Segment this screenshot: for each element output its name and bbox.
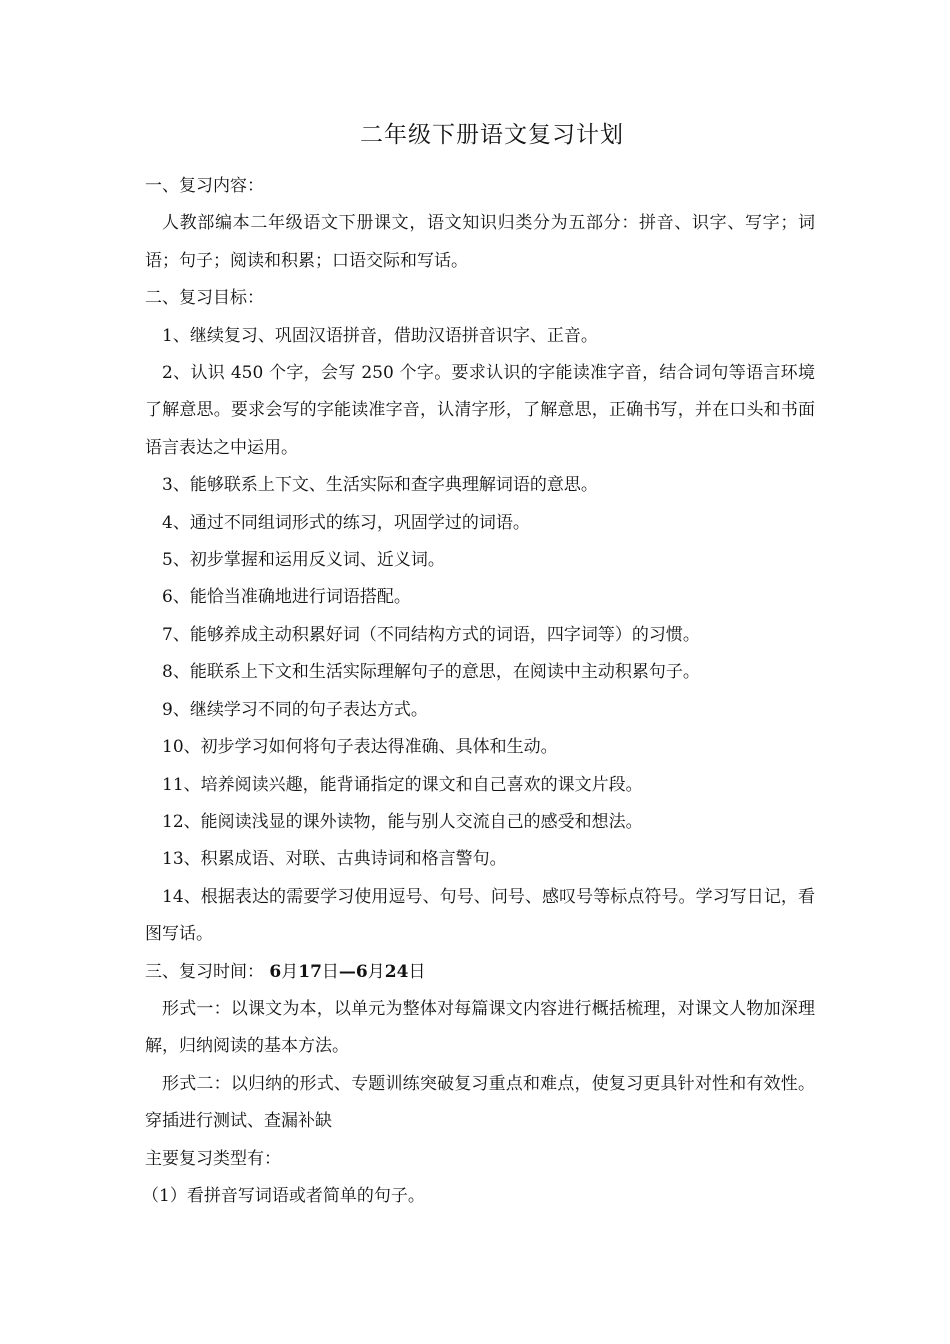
- section-heading-review-content: 一、复习内容：: [145, 176, 264, 196]
- review-date-start-day: 17: [298, 961, 322, 982]
- goal-item: 13、积累成语、对联、古典诗词和格言警句。: [162, 849, 507, 870]
- review-type-item: （1）看拼音写词语或者简单的句子。: [142, 1185, 425, 1206]
- review-form-two-paragraph: 形式二：以归纳的形式、专题训练突破复习重点和难点，使复习更具针对性和有效性。穿插进行测试、查漏补缺: [145, 1073, 815, 1132]
- review-time-label: 三、复习时间：: [145, 961, 264, 982]
- goal-item: 2、认识 450 个字，会写 250 个字。要求认识的字能读准字音，结合词句等语言环境了解意思。要求会写的字能读准字音，认清字形，了解意思，正确书写，并在口头和书面语言表达之中运用。: [145, 363, 815, 458]
- goal-item: 4、通过不同组词形式的练习，巩固学过的词语。: [162, 512, 530, 533]
- goal-item: 3、能够联系上下文、生活实际和查字典理解词语的意思。: [162, 475, 598, 496]
- review-types-heading: 主要复习类型有：: [145, 1148, 281, 1169]
- review-date-day-char: 日: [408, 961, 426, 982]
- section-heading-review-goals: 二、复习目标：: [145, 288, 264, 309]
- goal-item: 14、根据表达的需要学习使用逗号、句号、问号、感叹号等标点符号。学习写日记，看图写话。: [145, 886, 815, 945]
- goal-item: 1、继续复习、巩固汉语拼音，借助汉语拼音识字、正音。: [162, 325, 598, 346]
- review-date-start-month: 6: [269, 961, 282, 982]
- review-content-paragraph: 人教部编本二年级语文下册课文，语文知识归类分为五部分：拼音、识字、写字；词语；句子；阅读和积累；口语交际和写话。: [145, 213, 815, 271]
- review-date-month-char: 月: [367, 961, 385, 982]
- review-form-one-paragraph: 形式一：以课文为本，以单元为整体对每篇课文内容进行概括梳理，对课文人物加深理解，归纳阅读的基本方法。: [145, 998, 815, 1057]
- goal-item: 9、继续学习不同的句子表达方式。: [162, 699, 428, 720]
- review-date-month-char: 月: [281, 961, 299, 982]
- document-title: 二年级下册语文复习计划: [360, 122, 624, 148]
- goal-item: 10、初步学习如何将句子表达得准确、具体和生动。: [162, 737, 558, 758]
- review-date-dash: —: [338, 961, 356, 982]
- goal-item: 11、培养阅读兴趣，能背诵指定的课文和自己喜欢的课文片段。: [162, 774, 643, 795]
- document-body: [142, 168, 815, 1215]
- goal-item: 8、能联系上下文和生活实际理解句子的意思，在阅读中主动积累句子。: [162, 662, 700, 683]
- goal-item: 7、能够养成主动积累好词（不同结构方式的词语，四字词等）的习惯。: [162, 624, 700, 645]
- goal-item: 6、能恰当准确地进行词语搭配。: [162, 587, 411, 608]
- review-date-end-day: 24: [384, 961, 409, 982]
- section-heading-review-time: [145, 954, 815, 991]
- goal-item: 12、能阅读浅显的课外读物，能与别人交流自己的感受和想法。: [162, 811, 643, 832]
- review-date-end-month: 6: [355, 961, 368, 982]
- goal-item: 5、初步掌握和运用反义词、近义词。: [162, 550, 445, 571]
- review-date-day-char: 日: [321, 961, 339, 982]
